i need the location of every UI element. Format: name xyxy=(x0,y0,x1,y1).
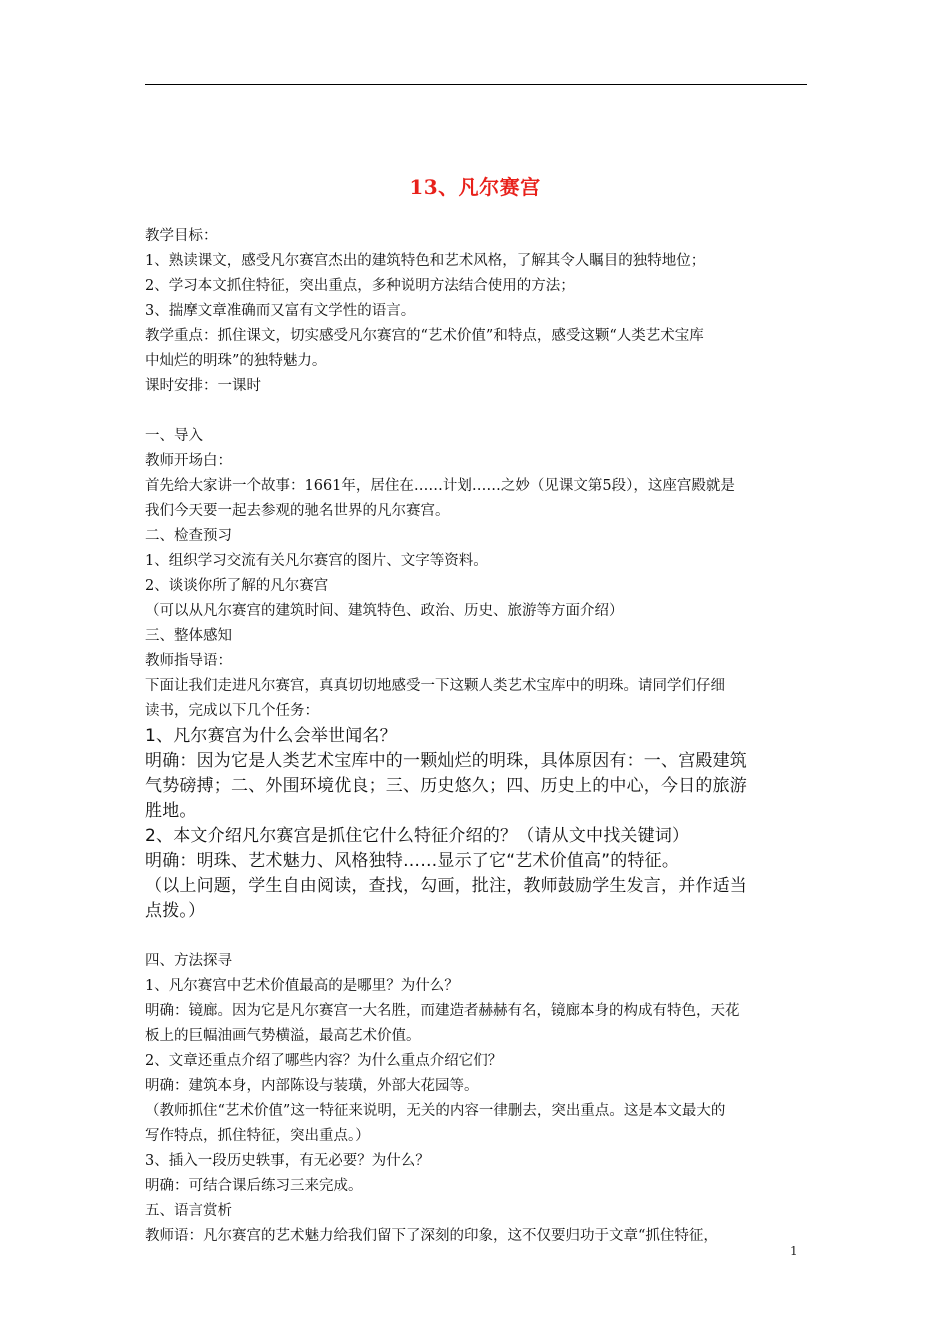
text-line: 课时安排：一课时 xyxy=(145,378,261,394)
text-line: 下面让我们走进凡尔赛宫，真真切切地感受一下这颗人类艺术宝库中的明珠。请同学们仔细 xyxy=(145,678,725,694)
section-heading: 二、检查预习 xyxy=(145,528,232,544)
tasks-section xyxy=(145,724,807,924)
intro-section xyxy=(145,424,807,724)
text-line: 明确：镜廊。因为它是凡尔赛宫一大名胜，而建造者赫赫有名，镜廊本身的构成有特色，天花 xyxy=(145,1003,740,1019)
text-line: 写作特点，抓住特征，突出重点。） xyxy=(145,1128,370,1144)
section-heading: 五、语言赏析 xyxy=(145,1203,232,1219)
text-line: 胜地。 xyxy=(145,801,197,821)
text-line: 点拨。） xyxy=(145,901,206,921)
spacer xyxy=(145,399,807,424)
text-line: 1、凡尔赛宫中艺术价值最高的是哪里？为什么？ xyxy=(145,978,459,994)
text-line: 教师指导语： xyxy=(145,653,232,669)
text-line: 3、插入一段历史轶事，有无必要？为什么？ xyxy=(145,1153,430,1169)
page-title: 13、凡尔赛宫 xyxy=(409,175,541,199)
text-line: 1、组织学习交流有关凡尔赛宫的图片、文字等资料。 xyxy=(145,553,488,569)
text-line: 教师语：凡尔赛宫的艺术魅力给我们留下了深刻的印象，这不仅要归功于文章“抓住特征， xyxy=(145,1228,718,1244)
text-line: 读书，完成以下几个任务： xyxy=(145,703,319,719)
text-line: （教师抓住“艺术价值”这一特征来说明，无关的内容一律删去，突出重点。这是本文最大的 xyxy=(145,1103,726,1119)
header-rule xyxy=(145,84,807,85)
text-line: 明确：明珠、艺术魅力、风格独特……显示了它“艺术价值高”的特征。 xyxy=(145,851,680,871)
text-line: 教学目标： xyxy=(145,228,218,244)
text-line: 2、本文介绍凡尔赛宫是抓住它什么特征介绍的？（请从文中找关键词） xyxy=(145,826,690,846)
text-line: 中灿烂的明珠”的独特魅力。 xyxy=(145,353,327,369)
page-number: 1 xyxy=(790,1244,798,1258)
text-line: 3、揣摩文章准确而又富有文学性的语言。 xyxy=(145,303,416,319)
objectives-section xyxy=(145,224,807,399)
text-line: 板上的巨幅油画气势横溢，最高艺术价值。 xyxy=(145,1028,421,1044)
section-heading: 三、整体感知 xyxy=(145,628,232,644)
text-line: 教学重点：抓住课文，切实感受凡尔赛宫的“艺术价值”和特点，感受这颗“人类艺术宝库 xyxy=(145,328,704,344)
text-line: 明确：可结合课后练习三来完成。 xyxy=(145,1178,363,1194)
text-line: 1、熟读课文，感受凡尔赛宫杰出的建筑特色和艺术风格，了解其令人瞩目的独特地位； xyxy=(145,253,706,269)
text-line: 明确：建筑本身，内部陈设与装璜，外部大花园等。 xyxy=(145,1078,479,1094)
section-heading: 一、导入 xyxy=(145,428,203,444)
document-body xyxy=(145,224,807,1249)
text-line: 我们今天要一起去参观的驰名世界的凡尔赛宫。 xyxy=(145,503,450,519)
section-heading: 四、方法探寻 xyxy=(145,953,232,969)
text-line: （可以从凡尔赛宫的建筑时间、建筑特色、政治、历史、旅游等方面介绍） xyxy=(145,603,624,619)
text-line: 教师开场白： xyxy=(145,453,232,469)
text-line: 2、学习本文抓住特征，突出重点，多种说明方法结合使用的方法； xyxy=(145,278,575,294)
text-line: （以上问题，学生自由阅读，查找，勾画，批注，教师鼓励学生发言，并作适当 xyxy=(145,876,747,896)
methods-section xyxy=(145,949,807,1249)
text-line: 1、凡尔赛宫为什么会举世闻名？ xyxy=(145,726,397,746)
text-line: 2、文章还重点介绍了哪些内容？为什么重点介绍它们？ xyxy=(145,1053,503,1069)
text-line: 气势磅搏；二、外围环境优良；三、历史悠久；四、历史上的中心，今日的旅游 xyxy=(145,776,747,796)
text-line: 首先给大家讲一个故事：1661年，居住在……计划……之妙（见课文第5段），这座宫殿就是 xyxy=(145,478,735,494)
text-line: 明确：因为它是人类艺术宝库中的一颗灿烂的明珠，具体原因有：一、宫殿建筑 xyxy=(145,751,747,771)
text-line: 2、谈谈你所了解的凡尔赛宫 xyxy=(145,578,329,594)
spacer xyxy=(145,924,807,949)
